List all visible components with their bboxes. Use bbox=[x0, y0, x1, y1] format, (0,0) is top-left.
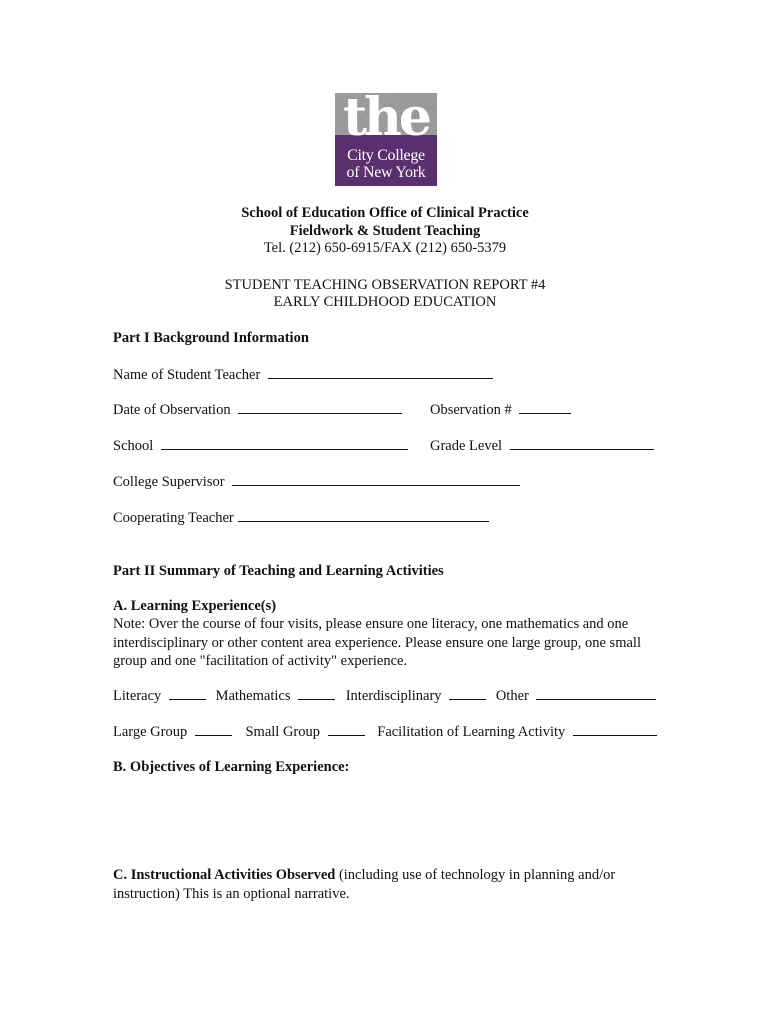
cooperating-teacher-row bbox=[113, 509, 489, 527]
mathematics-label: Mathematics bbox=[215, 688, 291, 704]
date-row bbox=[113, 401, 402, 419]
report-title: STUDENT TEACHING OBSERVATION REPORT #4 bbox=[224, 277, 546, 293]
small-group-label: Small Group bbox=[245, 724, 320, 740]
facilitation-field[interactable] bbox=[573, 723, 657, 736]
section-a-note: Note: Over the course of four visits, please ensure one literacy, one mathematics and one interdisciplinary or other content area experience. Please ensure one large group, one small group and one "facilitation of activity" experience. bbox=[113, 616, 641, 669]
school-row bbox=[113, 437, 408, 455]
contact-info: Tel. (212) 650-6915/FAX (212) 650-5379 bbox=[263, 240, 507, 256]
large-group-label: Large Group bbox=[113, 724, 188, 740]
small-group-field[interactable] bbox=[328, 723, 365, 736]
interdisciplinary-label: Interdisciplinary bbox=[345, 688, 442, 704]
grade-level-label: Grade Level bbox=[430, 438, 503, 454]
section-a-heading: A. Learning Experience(s) bbox=[113, 598, 277, 614]
interdisciplinary-field[interactable] bbox=[449, 687, 486, 700]
college-supervisor-label: College Supervisor bbox=[113, 474, 225, 490]
mathematics-field[interactable] bbox=[298, 687, 335, 700]
part2-heading: Part II Summary of Teaching and Learning Activities bbox=[113, 563, 444, 579]
group-type-row bbox=[113, 723, 657, 741]
date-field[interactable] bbox=[238, 401, 402, 414]
cooperating-teacher-label: Cooperating Teacher bbox=[113, 510, 234, 526]
content-area-row bbox=[113, 687, 656, 705]
part1-heading: Part I Background Information bbox=[113, 330, 309, 346]
city-college-logo bbox=[335, 93, 437, 186]
cooperating-teacher-field[interactable] bbox=[238, 509, 489, 522]
other-label: Other bbox=[495, 688, 529, 704]
student-teacher-row bbox=[113, 366, 493, 384]
program-title: Fieldwork & Student Teaching bbox=[289, 223, 481, 239]
student-teacher-field[interactable] bbox=[268, 366, 493, 379]
observation-number-field[interactable] bbox=[519, 401, 571, 414]
date-label: Date of Observation bbox=[113, 402, 231, 418]
grade-level-field[interactable] bbox=[510, 437, 654, 450]
section-c bbox=[113, 866, 663, 903]
literacy-field[interactable] bbox=[169, 687, 206, 700]
literacy-label: Literacy bbox=[113, 688, 162, 704]
school-label: School bbox=[113, 438, 154, 454]
report-subtitle: EARLY CHILDHOOD EDUCATION bbox=[273, 294, 497, 310]
grade-level-row bbox=[430, 437, 654, 455]
logo-line-2: of New York bbox=[346, 164, 426, 181]
observation-number-label: Observation # bbox=[430, 402, 512, 418]
other-field[interactable] bbox=[536, 687, 656, 700]
college-supervisor-field[interactable] bbox=[232, 473, 520, 486]
logo-word: the bbox=[343, 93, 429, 148]
section-c-text: (including use of technology in planning and/or instruction) This is an optional narrative. bbox=[113, 867, 616, 902]
office-title: School of Education Office of Clinical Practice bbox=[241, 205, 529, 221]
college-supervisor-row bbox=[113, 473, 520, 491]
section-b-heading: B. Objectives of Learning Experience: bbox=[113, 759, 350, 775]
section-c-heading: C. Instructional Activities Observed bbox=[113, 867, 336, 883]
facilitation-label: Facilitation of Learning Activity bbox=[377, 724, 566, 740]
student-teacher-label: Name of Student Teacher bbox=[113, 367, 261, 383]
school-field[interactable] bbox=[161, 437, 408, 450]
observation-number-row bbox=[430, 401, 571, 419]
large-group-field[interactable] bbox=[195, 723, 232, 736]
logo-line-1: City College bbox=[347, 147, 425, 164]
